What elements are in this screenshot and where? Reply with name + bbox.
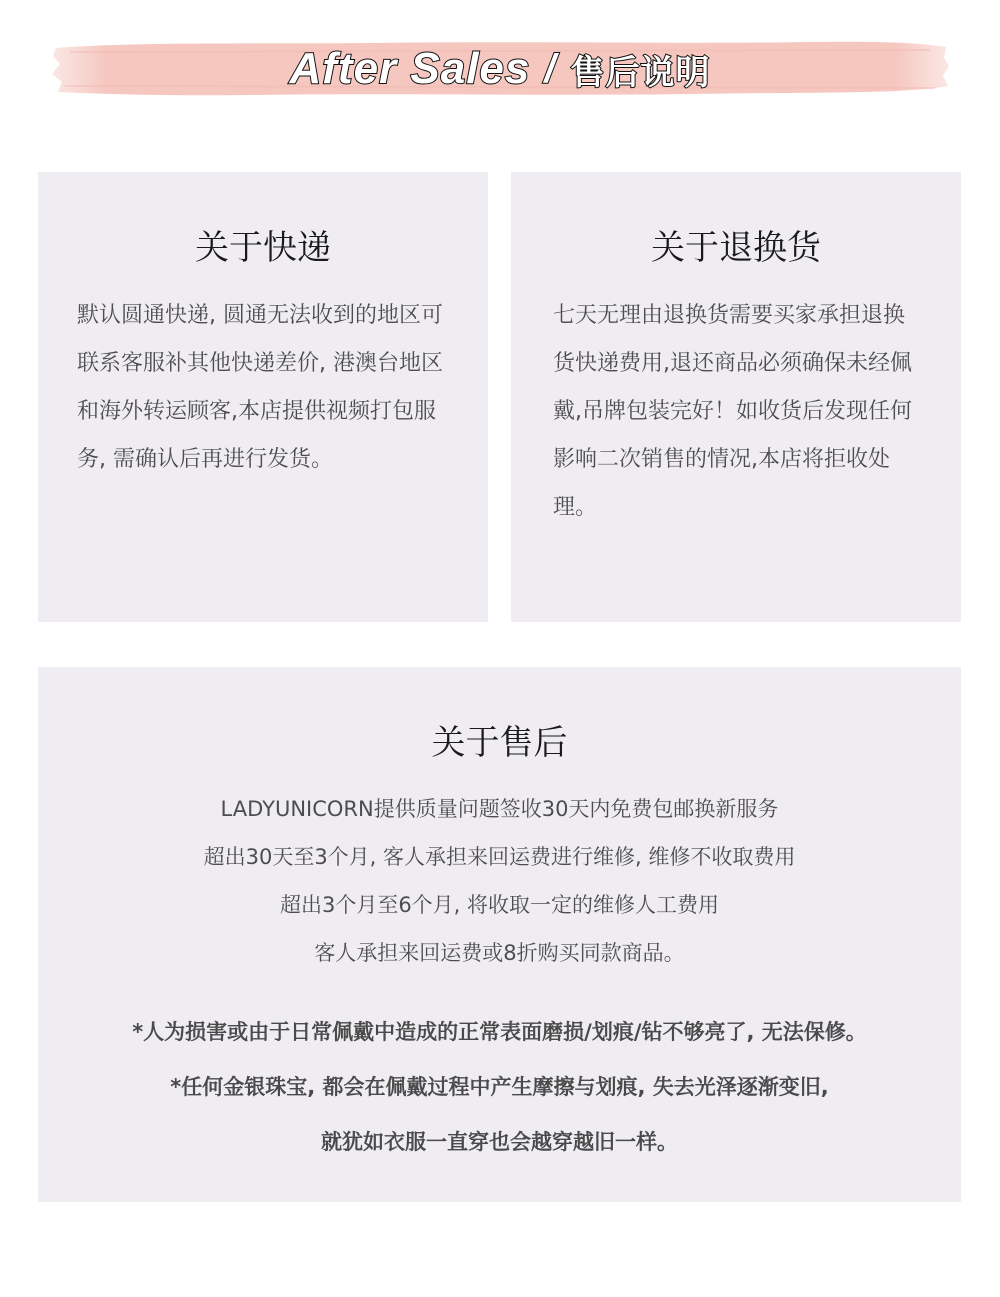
after-sales-header bbox=[50, 38, 950, 100]
header-title-english: After Sales bbox=[289, 44, 531, 93]
shipping-card-text: 默认圆通快递, 圆通无法收到的地区可联系客服补其他快递差价, 港澳台地区和海外转运顾客,本店提供视频打包服务, 需确认后再进行发货。 bbox=[77, 303, 443, 472]
returns-card bbox=[511, 172, 961, 622]
header-title bbox=[50, 38, 950, 100]
header-title-separator: / bbox=[544, 46, 557, 91]
after-sales-card-title: 关于售后 bbox=[431, 723, 568, 763]
policy-line: 超出30天至3个月, 客人承担来回运费进行维修, 维修不收取费用 bbox=[203, 845, 796, 869]
shipping-card-title: 关于快递 bbox=[195, 228, 331, 268]
policy-line: LADYUNICORN提供质量问题签收30天内免费包邮换新服务 bbox=[220, 797, 779, 821]
policy-line: 超出3个月至6个月, 将收取一定的维修人工费用 bbox=[279, 893, 720, 917]
returns-card-title: 关于退换货 bbox=[651, 228, 821, 268]
note-line: 就犹如衣服一直穿也会越穿越旧一样。 bbox=[321, 1130, 678, 1154]
policy-line: 客人承担来回运费或8折购买同款商品。 bbox=[314, 941, 685, 965]
after-sales-card bbox=[38, 667, 961, 1202]
header-title-chinese: 售后说明 bbox=[570, 52, 711, 93]
after-sales-policy bbox=[38, 785, 961, 977]
after-sales-notes bbox=[38, 1005, 961, 1170]
note-line: *任何金银珠宝, 都会在佩戴过程中产生摩擦与划痕, 失去光泽逐渐变旧, bbox=[170, 1075, 829, 1099]
shipping-card bbox=[38, 172, 488, 622]
note-line: *人为损害或由于日常佩戴中造成的正常表面磨损/划痕/钻不够亮了, 无法保修。 bbox=[132, 1020, 867, 1044]
returns-card-text: 七天无理由退换货需要买家承担退换货快递费用,退还商品必须确保未经佩戴,吊牌包装完好！如收货后发现任何影响二次销售的情况,本店将拒收处理。 bbox=[553, 303, 912, 520]
